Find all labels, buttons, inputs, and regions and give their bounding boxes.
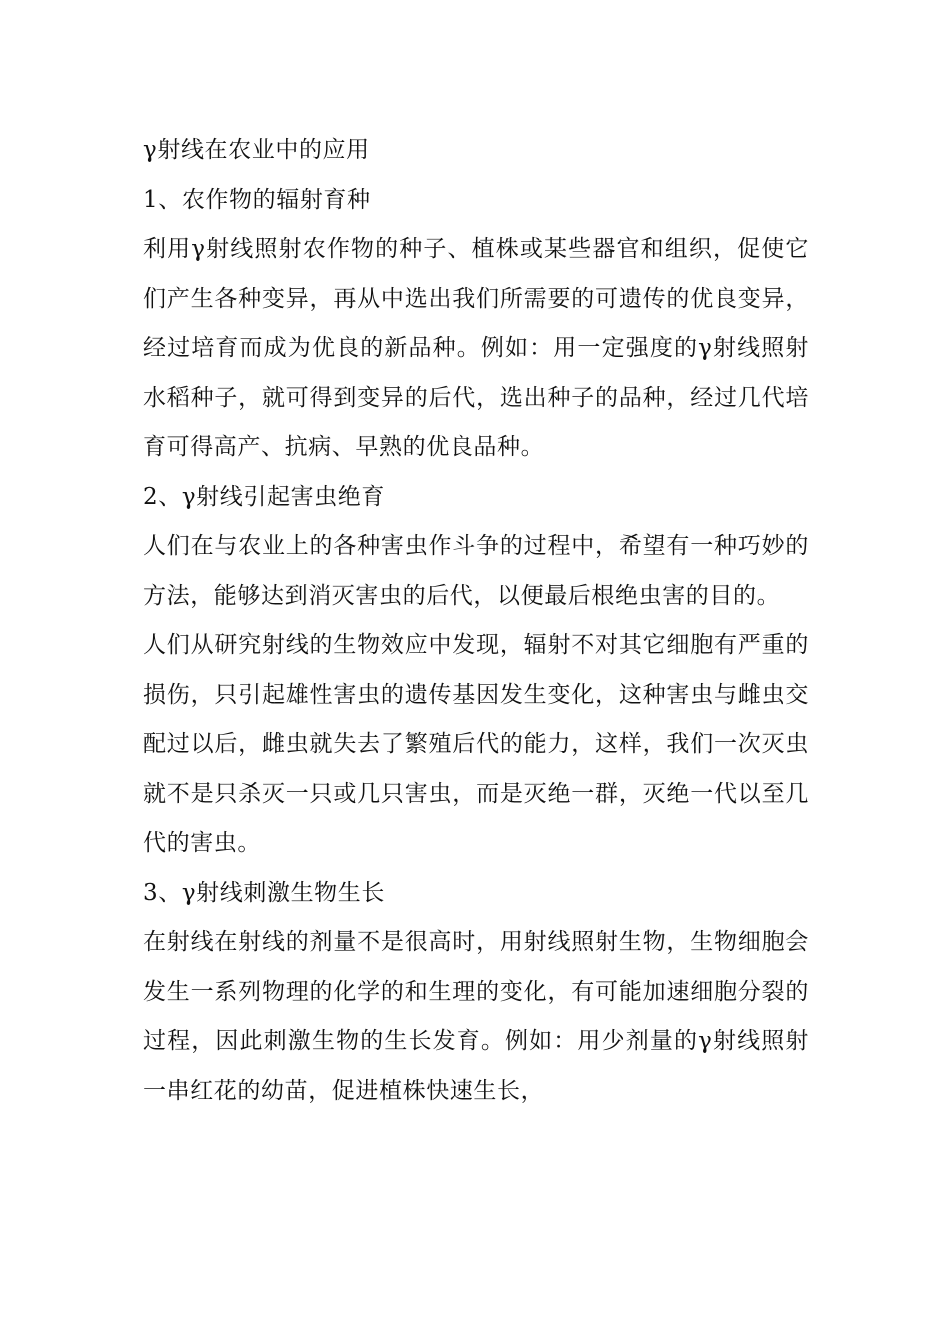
paragraph: 利用γ射线照射农作物的种子、植株或某些器官和组织，促使它们产生各种变异，再从中选出我们所需要的可遗传的优良变异，经过培育而成为优良的新品种。例如：用一定强度的γ射线照射水稻种子，就可得到变异的后代，选出种子的品种，经过几代培育可得高产、抗病、早熟的优良品种。 <box>143 236 809 460</box>
document-title: γ射线在农业中的应用 <box>143 137 370 163</box>
section-heading-1: 1、农作物的辐射育种 <box>143 186 371 213</box>
paragraph: 在射线在射线的剂量不是很高时，用射线照射生物，生物细胞会发生一系列物理的化学的和生理的变化，有可能加速细胞分裂的过程，因此刺激生物的生长发育。例如：用少剂量的γ射线照射一串红花的幼苗，促进植株快速生长， <box>143 929 809 1104</box>
section-heading-2: 2、γ射线引起害虫绝育 <box>143 483 385 510</box>
document-body <box>143 126 809 1116</box>
paragraph: 人们在与农业上的各种害虫作斗争的过程中，希望有一种巧妙的方法，能够达到消灭害虫的后代，以便最后根绝虫害的目的。 <box>143 533 809 609</box>
section-heading-3: 3、γ射线刺激生物生长 <box>143 879 385 906</box>
paragraph: 人们从研究射线的生物效应中发现，辐射不对其它细胞有严重的损伤，只引起雄性害虫的遗传基因发生变化，这种害虫与雌虫交配过以后，雌虫就失去了繁殖后代的能力，这样，我们一次灭虫就不是只杀灭一只或几只害虫，而是灭绝一群，灭绝一代以至几代的害虫。 <box>143 632 809 856</box>
